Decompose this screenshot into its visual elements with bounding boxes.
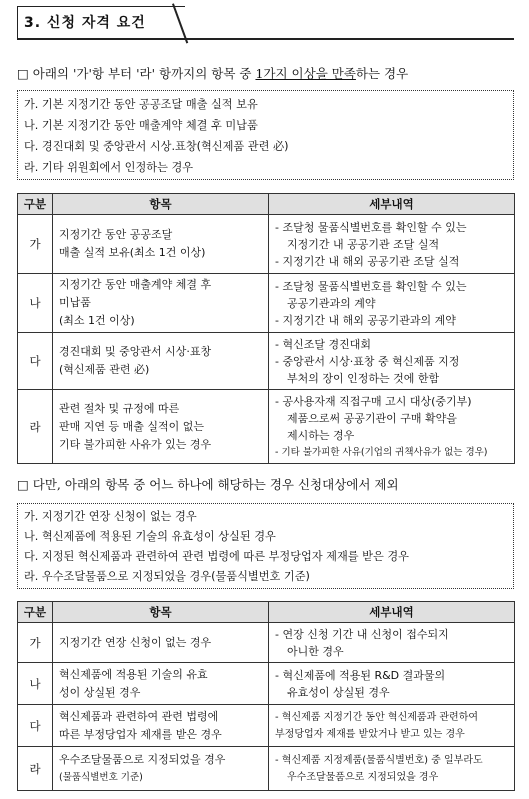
eligibility-table bbox=[17, 193, 515, 464]
row-item bbox=[53, 333, 269, 390]
row-details bbox=[269, 623, 515, 663]
item-line: 기타 불가피한 사유가 있는 경우 bbox=[59, 437, 212, 451]
item-line: 우수조달물품으로 지정되었을 경우 bbox=[59, 752, 226, 766]
row-details bbox=[269, 333, 515, 390]
col-header-item: 항목 bbox=[53, 602, 269, 623]
list-item: 나. 기본 지정기간 동안 매출계약 체결 후 미납품 bbox=[24, 119, 258, 132]
row-details bbox=[269, 747, 515, 791]
table-row bbox=[18, 333, 515, 390]
condition-1-prefix: □ 아래의 '가'항 부터 '라' 항까지의 항목 중 bbox=[17, 66, 256, 81]
detail-line: - 지정기간 내 해외 공공기관과의 계약 bbox=[275, 313, 456, 327]
condition-1 bbox=[17, 64, 408, 82]
detail-line: - 지정기간 내 해외 공공기관 조달 실적 bbox=[275, 254, 460, 268]
detail-line: - 혁신제품 지정기간 동안 혁신제품과 관련하여 bbox=[275, 711, 479, 723]
table-row bbox=[18, 390, 515, 464]
item-line: 혁신제품에 적용된 기술의 유효 bbox=[59, 667, 208, 681]
detail-line: - 조달청 물품식별번호를 확인할 수 있는 bbox=[275, 220, 467, 234]
detail-line: 부정당업자 제재를 받았거나 받고 있는 경우 bbox=[275, 728, 465, 740]
row-item bbox=[53, 747, 269, 791]
item-line: 성이 상실된 경우 bbox=[59, 685, 141, 699]
item-line: 경진대회 및 중앙관서 시상·표창 bbox=[59, 345, 212, 358]
row-key: 나 bbox=[18, 274, 53, 333]
item-line: 미납품 bbox=[59, 296, 91, 309]
item-line: (혁신제품 관련 必) bbox=[59, 363, 150, 376]
row-details bbox=[269, 390, 515, 464]
col-header-item: 항목 bbox=[53, 194, 269, 215]
col-header-category: 구분 bbox=[18, 602, 53, 623]
detail-line: 우수조달물품으로 지정되었을 경우 bbox=[287, 771, 439, 783]
row-key: 다 bbox=[18, 333, 53, 390]
list-item: 가. 지정기간 연장 신청이 없는 경우 bbox=[24, 510, 197, 523]
condition-1-suffix: 하는 경우 bbox=[355, 66, 409, 81]
eligibility-list bbox=[17, 90, 514, 180]
list-item: 다. 경진대회 및 중앙관서 시상.표창(혁신제품 관련 必) bbox=[24, 140, 289, 153]
item-line: 따른 부정당업자 제재를 받은 경우 bbox=[59, 727, 222, 741]
condition-1-emphasis: 1가지 이상을 만족 bbox=[255, 66, 356, 81]
item-line: 판매 지연 등 매출 실적이 없는 bbox=[59, 419, 204, 433]
row-key: 다 bbox=[18, 705, 53, 747]
row-key: 가 bbox=[18, 623, 53, 663]
detail-line: - 연장 신청 기간 내 신청이 접수되지 bbox=[275, 627, 449, 641]
table-row bbox=[18, 747, 515, 791]
col-header-details: 세부내역 bbox=[269, 194, 515, 215]
detail-line: - 공사용자재 직접구매 고시 대상(중기부) bbox=[275, 394, 472, 408]
detail-line: - 혁신제품 지정제품(물품식별번호) 중 일부라도 bbox=[275, 754, 483, 766]
detail-line: 공공기관과의 계약 bbox=[287, 296, 376, 310]
detail-line: 유효성이 상실된 경우 bbox=[287, 685, 390, 699]
table-row bbox=[18, 215, 515, 274]
row-item bbox=[53, 215, 269, 274]
list-item: 라. 우수조달물품으로 지정되었을 경우(물품식별번호 기준) bbox=[24, 570, 310, 583]
detail-line: - 혁신제품에 적용된 R&D 결과물의 bbox=[275, 668, 446, 682]
row-item bbox=[53, 390, 269, 464]
row-key: 라 bbox=[18, 747, 53, 791]
section-rule bbox=[17, 38, 514, 40]
detail-line: - 조달청 물품식별번호를 확인할 수 있는 bbox=[275, 279, 467, 293]
row-key: 나 bbox=[18, 663, 53, 705]
row-item bbox=[53, 663, 269, 705]
item-line: (최소 1건 이상) bbox=[59, 314, 135, 327]
table-row bbox=[18, 623, 515, 663]
table-row bbox=[18, 705, 515, 747]
table-header-row bbox=[18, 602, 515, 623]
detail-line: 부처의 장이 인정하는 것에 한함 bbox=[287, 371, 440, 385]
exclusion-list bbox=[17, 503, 514, 589]
table-row bbox=[18, 663, 515, 705]
item-line: 혁신제품과 관련하여 관련 법령에 bbox=[59, 709, 219, 723]
item-line: 지정기간 연장 신청이 없는 경우 bbox=[59, 635, 212, 649]
item-line: 매출 실적 보유(최소 1건 이상) bbox=[59, 246, 206, 259]
detail-line: 제품으로써 공공기관이 구매 확약을 bbox=[287, 411, 457, 425]
row-details bbox=[269, 215, 515, 274]
section-title: 3. 신청 자격 요건 bbox=[24, 15, 146, 31]
col-header-details: 세부내역 bbox=[269, 602, 515, 623]
table-header-row bbox=[18, 194, 515, 215]
condition-2: □ 다만, 아래의 항목 중 어느 하나에 해당하는 경우 신청대상에서 제외 bbox=[17, 477, 399, 492]
row-key: 가 bbox=[18, 215, 53, 274]
table-row bbox=[18, 274, 515, 333]
detail-line: - 중앙관서 시상·표창 중 혁신제품 지정 bbox=[275, 354, 460, 368]
row-key: 라 bbox=[18, 390, 53, 464]
row-details bbox=[269, 705, 515, 747]
list-item: 나. 혁신제품에 적용된 기술의 유효성이 상실된 경우 bbox=[24, 530, 276, 543]
detail-line: 아니한 경우 bbox=[287, 644, 344, 658]
detail-line: 제시하는 경우 bbox=[287, 428, 355, 442]
row-item bbox=[53, 623, 269, 663]
detail-line: - 혁신조달 경진대회 bbox=[275, 337, 371, 351]
item-line: 지정기간 동안 매출계약 체결 후 bbox=[59, 278, 212, 291]
item-line: (물품식별번호 기준) bbox=[59, 771, 143, 783]
detail-line: 지정기간 내 공공기관 조달 실적 bbox=[287, 237, 440, 251]
row-item bbox=[53, 705, 269, 747]
col-header-category: 구분 bbox=[18, 194, 53, 215]
list-item: 가. 기본 지정기간 동안 공공조달 매출 실적 보유 bbox=[24, 98, 258, 111]
exclusion-table bbox=[17, 601, 515, 791]
item-line: 관련 절차 및 규정에 따른 bbox=[59, 401, 180, 415]
row-item bbox=[53, 274, 269, 333]
list-item: 라. 기타 위원회에서 인정하는 경우 bbox=[24, 161, 194, 174]
list-item: 다. 지정된 혁신제품과 관련하여 관련 법령에 따른 부정당업자 제재를 받은 경우 bbox=[24, 550, 409, 563]
detail-line: - 기타 불가피한 사유(기업의 귀책사유가 없는 경우) bbox=[275, 446, 488, 458]
row-details bbox=[269, 274, 515, 333]
row-details bbox=[269, 663, 515, 705]
item-line: 지정기간 동안 공공조달 bbox=[59, 228, 173, 241]
